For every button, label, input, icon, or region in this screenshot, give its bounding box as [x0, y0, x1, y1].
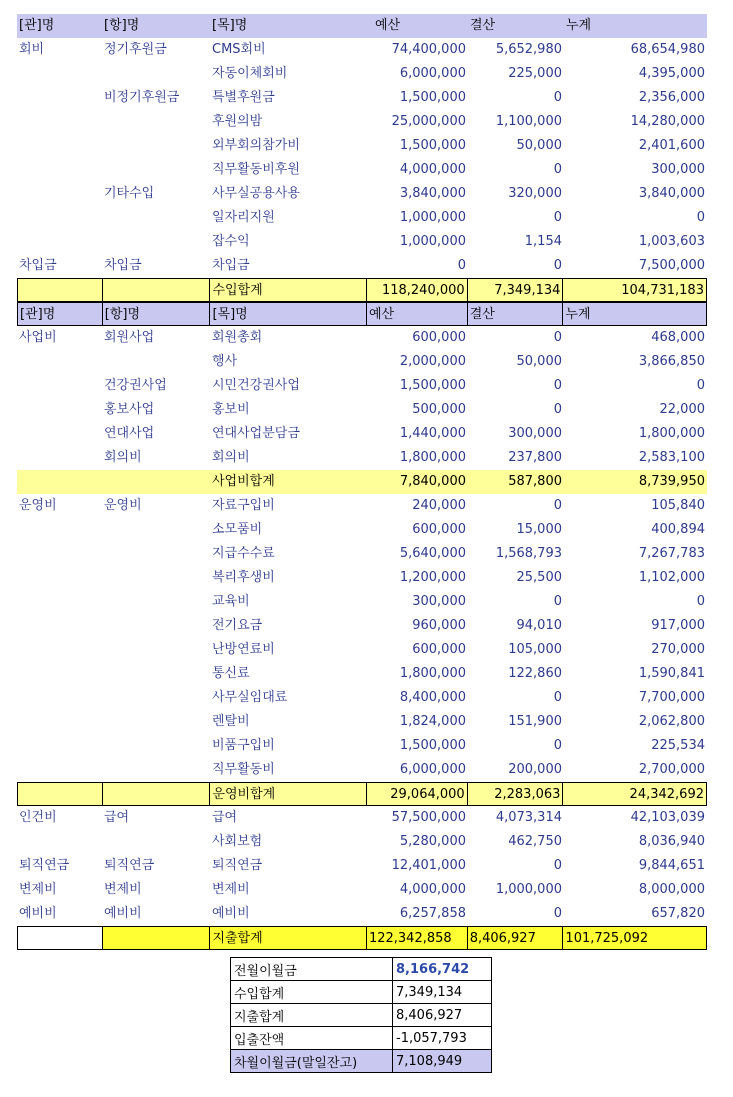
- hang-cell: [102, 62, 210, 86]
- mok-cell: 자동이체회비: [212, 66, 288, 81]
- settle-cell: 0: [553, 594, 562, 609]
- hang-cell: [102, 206, 210, 230]
- gwan-cell: [17, 446, 102, 470]
- settle-cell: 0: [553, 498, 562, 513]
- mok-cell: 차입금: [212, 258, 250, 273]
- operation-total-settle: 2,283,063: [468, 783, 564, 805]
- cumul-cell: 657,820: [651, 906, 705, 921]
- gwan-cell: [17, 86, 102, 110]
- budget-cell: 600,000: [412, 642, 466, 657]
- hang-cell: 변제비: [104, 882, 142, 897]
- cumul-cell: 8,036,940: [638, 834, 705, 849]
- cumul-cell: 42,103,039: [630, 810, 705, 825]
- budget-cell: 1,000,000: [399, 234, 466, 249]
- table-row: [17, 806, 707, 830]
- mok-cell: 직무활동비: [212, 762, 275, 777]
- table-row: [17, 830, 707, 854]
- cumul-cell: 4,395,000: [638, 66, 705, 81]
- hang-cell: [102, 134, 210, 158]
- mok-cell: 퇴직연금: [212, 858, 263, 873]
- hang-cell: [102, 518, 210, 542]
- hang-cell: [102, 686, 210, 710]
- table-row: [17, 422, 707, 446]
- other-expense-rows: [17, 806, 707, 926]
- cumul-cell: 3,840,000: [638, 186, 705, 201]
- hang-cell: 차입금: [104, 258, 142, 273]
- cumul-cell: 0: [696, 378, 705, 393]
- hang-cell: 건강권사업: [104, 378, 167, 393]
- cumul-cell: 0: [696, 210, 705, 225]
- mok-cell: 직무활동비후원: [212, 162, 300, 177]
- cumul-cell: 7,267,783: [638, 546, 705, 561]
- gwan-cell: [17, 518, 102, 542]
- hang-cell: 급여: [104, 810, 130, 825]
- budget-cell: 1,800,000: [399, 450, 466, 465]
- budget-cell: 57,500,000: [391, 810, 466, 825]
- table-row: [17, 62, 707, 86]
- mok-cell: 변제비: [212, 882, 250, 897]
- header-budget: 예산: [367, 303, 468, 325]
- gwan-cell: [17, 350, 102, 374]
- budget-cell: 1,500,000: [399, 90, 466, 105]
- cumul-cell: 105,840: [651, 498, 705, 513]
- budget-cell: 500,000: [412, 402, 466, 417]
- table-row: [17, 350, 707, 374]
- hang-cell: [102, 350, 210, 374]
- expense-total-settle: 8,406,927: [468, 927, 564, 949]
- gwan-cell: [17, 566, 102, 590]
- cumul-cell: 9,844,651: [638, 858, 705, 873]
- mok-cell: 예비비: [212, 906, 250, 921]
- summary-key: 지출합계: [231, 1004, 393, 1027]
- hang-cell: [102, 758, 210, 782]
- settle-cell: 122,860: [508, 666, 562, 681]
- summary-row: [231, 1027, 492, 1050]
- cumul-cell: 68,654,980: [630, 42, 705, 57]
- settle-cell: 0: [553, 690, 562, 705]
- budget-cell: 6,000,000: [399, 762, 466, 777]
- cumul-cell: 14,280,000: [630, 114, 705, 129]
- cumul-cell: 270,000: [651, 642, 705, 657]
- table-row: [17, 86, 707, 110]
- gwan-cell: [17, 182, 102, 206]
- income-total-cumul: 104,731,183: [563, 279, 706, 301]
- gwan-cell: [17, 374, 102, 398]
- cumul-cell: 8,000,000: [638, 882, 705, 897]
- settle-cell: 0: [553, 402, 562, 417]
- gwan-cell: [17, 110, 102, 134]
- settle-cell: 50,000: [516, 138, 562, 153]
- expense-total-cumul: 101,725,092: [563, 927, 706, 949]
- table-row: [17, 254, 707, 278]
- income-total-settle: 7,349,134: [468, 279, 564, 301]
- settle-cell: 25,500: [516, 570, 562, 585]
- cumul-cell: 1,800,000: [638, 426, 705, 441]
- settle-cell: 1,000,000: [495, 882, 562, 897]
- header-mok: [목]명: [210, 14, 367, 38]
- gwan-cell: [17, 590, 102, 614]
- income-total-row: [17, 278, 707, 302]
- header-mok: [목]명: [210, 303, 367, 325]
- cumul-cell: 2,700,000: [638, 762, 705, 777]
- budget-cell: 1,500,000: [399, 378, 466, 393]
- table-row: [17, 446, 707, 470]
- settle-cell: 4,073,314: [495, 810, 562, 825]
- table-row: [17, 230, 707, 254]
- balance-summary-table: [230, 957, 492, 1073]
- settle-cell: 225,000: [508, 66, 562, 81]
- summary-value: 7,349,134: [393, 981, 492, 1004]
- cumul-cell: 1,590,841: [638, 666, 705, 681]
- settle-cell: 1,100,000: [495, 114, 562, 129]
- budget-cell: 6,000,000: [399, 66, 466, 81]
- header-settle: 결산: [468, 14, 564, 38]
- cumul-cell: 7,500,000: [638, 258, 705, 273]
- business-total-label: 사업비합계: [210, 470, 367, 494]
- cumul-cell: 2,401,600: [638, 138, 705, 153]
- budget-cell: 74,400,000: [391, 42, 466, 57]
- settle-cell: 237,800: [508, 450, 562, 465]
- settle-cell: 300,000: [508, 426, 562, 441]
- mok-cell: 홍보비: [212, 402, 250, 417]
- budget-cell: 5,280,000: [399, 834, 466, 849]
- budget-cell: 300,000: [412, 594, 466, 609]
- hang-cell: 운영비: [104, 498, 142, 513]
- mok-cell: 일자리지원: [212, 210, 275, 225]
- mok-cell: 회의비: [212, 450, 250, 465]
- hang-cell: 기타수입: [104, 186, 155, 201]
- cumul-cell: 400,894: [651, 522, 705, 537]
- table-row: [17, 326, 707, 350]
- settle-cell: 462,750: [508, 834, 562, 849]
- gwan-cell: 운영비: [19, 498, 57, 513]
- hang-cell: [102, 230, 210, 254]
- business-total-settle: 587,800: [468, 470, 564, 494]
- table-row: [17, 398, 707, 422]
- expense-total-label: 지출합계: [210, 927, 367, 949]
- gwan-cell: [17, 134, 102, 158]
- gwan-cell: 퇴직연금: [19, 858, 70, 873]
- header-cumul: 누계: [563, 303, 706, 325]
- settle-cell: 0: [553, 258, 562, 273]
- budget-cell: 600,000: [412, 330, 466, 345]
- hang-cell: [102, 830, 210, 854]
- gwan-cell: [17, 230, 102, 254]
- expense-header-row: [17, 302, 707, 326]
- mok-cell: 전기요금: [212, 618, 263, 633]
- budget-cell: 0: [457, 258, 466, 273]
- header-budget: 예산: [367, 14, 468, 38]
- budget-cell: 25,000,000: [391, 114, 466, 129]
- table-row: [17, 734, 707, 758]
- cumul-cell: 300,000: [651, 162, 705, 177]
- budget-cell: 600,000: [412, 522, 466, 537]
- gwan-cell: [17, 734, 102, 758]
- budget-cell: 1,440,000: [399, 426, 466, 441]
- operation-total-row: [17, 782, 707, 806]
- mok-cell: 자료구입비: [212, 498, 275, 513]
- gwan-cell: [17, 422, 102, 446]
- table-row: [17, 518, 707, 542]
- table-row: [17, 182, 707, 206]
- gwan-cell: [17, 710, 102, 734]
- business-total-row: [17, 470, 707, 494]
- cumul-cell: 917,000: [651, 618, 705, 633]
- cumul-cell: 2,062,800: [638, 714, 705, 729]
- table-row: [17, 758, 707, 782]
- budget-cell: 1,200,000: [399, 570, 466, 585]
- cumul-cell: 1,003,603: [638, 234, 705, 249]
- hang-cell: 회의비: [104, 450, 142, 465]
- header-gwan: [관]명: [18, 303, 103, 325]
- gwan-cell: [17, 638, 102, 662]
- income-total-label: 수입합계: [210, 279, 367, 301]
- header-cumul: 누계: [564, 14, 707, 38]
- gwan-cell: 예비비: [19, 906, 57, 921]
- settle-cell: 0: [553, 378, 562, 393]
- hang-cell: 홍보사업: [104, 402, 155, 417]
- mok-cell: 연대사업분담금: [212, 426, 300, 441]
- table-row: [17, 878, 707, 902]
- hang-cell: [102, 158, 210, 182]
- operation-total-label: 운영비합계: [210, 783, 367, 805]
- table-row: [17, 566, 707, 590]
- gwan-cell: [17, 206, 102, 230]
- table-row: [17, 374, 707, 398]
- settle-cell: 0: [553, 858, 562, 873]
- budget-cell: 1,500,000: [399, 738, 466, 753]
- budget-cell: 4,000,000: [399, 162, 466, 177]
- mok-cell: 회원총회: [212, 330, 263, 345]
- gwan-cell: 사업비: [19, 330, 57, 345]
- gwan-cell: [17, 686, 102, 710]
- mok-cell: 사회보험: [212, 834, 263, 849]
- table-row: [17, 686, 707, 710]
- mok-cell: 행사: [212, 354, 238, 369]
- table-row: [17, 710, 707, 734]
- hang-cell: [102, 614, 210, 638]
- gwan-cell: [17, 662, 102, 686]
- gwan-cell: 인건비: [19, 810, 57, 825]
- hang-cell: [102, 662, 210, 686]
- gwan-cell: [17, 398, 102, 422]
- budget-cell: 2,000,000: [399, 354, 466, 369]
- income-section: [17, 14, 707, 950]
- cumul-cell: 1,102,000: [638, 570, 705, 585]
- mok-cell: 사무실공용사용: [212, 186, 300, 201]
- table-row: [17, 134, 707, 158]
- table-row: [17, 854, 707, 878]
- budget-cell: 1,000,000: [399, 210, 466, 225]
- mok-cell: CMS회비: [212, 42, 266, 57]
- gwan-cell: [17, 758, 102, 782]
- hang-cell: 퇴직연금: [104, 858, 155, 873]
- mok-cell: 난방연료비: [212, 642, 275, 657]
- budget-cell: 12,401,000: [391, 858, 466, 873]
- table-row: [17, 158, 707, 182]
- hang-cell: [102, 710, 210, 734]
- summary-row: [231, 1004, 492, 1027]
- gwan-cell: 차입금: [19, 258, 57, 273]
- gwan-cell: [17, 830, 102, 854]
- table-row: [17, 662, 707, 686]
- hang-cell: [102, 734, 210, 758]
- settle-cell: 15,000: [516, 522, 562, 537]
- summary-row: [231, 958, 492, 981]
- budget-cell: 8,400,000: [399, 690, 466, 705]
- hang-cell: [102, 590, 210, 614]
- business-expense-rows: [17, 326, 707, 470]
- settle-cell: 5,652,980: [495, 42, 562, 57]
- expense-total-row: [17, 926, 707, 950]
- gwan-cell: [17, 62, 102, 86]
- settle-cell: 1,154: [524, 234, 562, 249]
- mok-cell: 교육비: [212, 594, 250, 609]
- hang-cell: [102, 566, 210, 590]
- summary-value: 7,108,949: [393, 1050, 492, 1073]
- table-row: [17, 902, 707, 926]
- table-row: [17, 494, 707, 518]
- summary-key: 차월이월금(말일잔고): [231, 1050, 393, 1073]
- summary-key: 전월이월금: [231, 958, 393, 981]
- mok-cell: 후원의밤: [212, 114, 263, 129]
- cumul-cell: 7,700,000: [638, 690, 705, 705]
- settle-cell: 50,000: [516, 354, 562, 369]
- mok-cell: 사무실임대료: [212, 690, 288, 705]
- budget-cell: 1,800,000: [399, 666, 466, 681]
- settle-cell: 1,568,793: [495, 546, 562, 561]
- table-row: [17, 38, 707, 62]
- settle-cell: 0: [553, 162, 562, 177]
- table-row: [17, 542, 707, 566]
- gwan-cell: [17, 158, 102, 182]
- table-row: [17, 206, 707, 230]
- mok-cell: 잡수익: [212, 234, 250, 249]
- mok-cell: 지급수수료: [212, 546, 275, 561]
- summary-key: 수입합계: [231, 981, 393, 1004]
- cumul-cell: 2,583,100: [638, 450, 705, 465]
- header-hang: [항]명: [103, 303, 211, 325]
- mok-cell: 소모품비: [212, 522, 263, 537]
- mok-cell: 급여: [212, 810, 238, 825]
- header-hang: [항]명: [102, 14, 210, 38]
- gwan-cell: 회비: [19, 42, 45, 57]
- table-row: [17, 614, 707, 638]
- income-total-budget: 118,240,000: [367, 279, 468, 301]
- budget-cell: 960,000: [412, 618, 466, 633]
- gwan-cell: [17, 542, 102, 566]
- expense-total-budget: 122,342,858: [367, 927, 468, 949]
- operation-expense-rows: [17, 494, 707, 782]
- summary-row: [231, 1050, 492, 1073]
- budget-cell: 4,000,000: [399, 882, 466, 897]
- hang-cell: [102, 638, 210, 662]
- settle-cell: 200,000: [508, 762, 562, 777]
- summary-key: 입출잔액: [231, 1027, 393, 1050]
- hang-cell: [102, 110, 210, 134]
- settle-cell: 320,000: [508, 186, 562, 201]
- business-total-cumul: 8,739,950: [564, 470, 707, 494]
- hang-cell: 비정기후원금: [104, 90, 180, 105]
- gwan-cell: [17, 614, 102, 638]
- header-settle: 결산: [468, 303, 564, 325]
- settle-cell: 0: [553, 210, 562, 225]
- budget-cell: 6,257,858: [399, 906, 466, 921]
- cumul-cell: 22,000: [659, 402, 705, 417]
- hang-cell: [102, 542, 210, 566]
- hang-cell: 정기후원금: [104, 42, 167, 57]
- settle-cell: 151,900: [508, 714, 562, 729]
- mok-cell: 통신료: [212, 666, 250, 681]
- summary-value: 8,406,927: [393, 1004, 492, 1027]
- settle-cell: 105,000: [508, 642, 562, 657]
- cumul-cell: 2,356,000: [638, 90, 705, 105]
- hang-cell: 회원사업: [104, 330, 155, 345]
- cumul-cell: 468,000: [651, 330, 705, 345]
- mok-cell: 외부회의참가비: [212, 138, 300, 153]
- mok-cell: 특별후원금: [212, 90, 275, 105]
- budget-cell: 1,500,000: [399, 138, 466, 153]
- settle-cell: 0: [553, 330, 562, 345]
- operation-total-cumul: 24,342,692: [563, 783, 706, 805]
- cumul-cell: 225,534: [651, 738, 705, 753]
- mok-cell: 복리후생비: [212, 570, 275, 585]
- income-rows: [17, 38, 707, 278]
- mok-cell: 비품구입비: [212, 738, 275, 753]
- mok-cell: 렌탈비: [212, 714, 250, 729]
- table-row: [17, 110, 707, 134]
- mok-cell: 시민건강권사업: [212, 378, 300, 393]
- budget-cell: 240,000: [412, 498, 466, 513]
- table-row: [17, 590, 707, 614]
- income-header-row: [17, 14, 707, 38]
- summary-value: -1,057,793: [393, 1027, 492, 1050]
- budget-cell: 1,824,000: [399, 714, 466, 729]
- settle-cell: 0: [553, 90, 562, 105]
- business-total-budget: 7,840,000: [367, 470, 468, 494]
- cumul-cell: 0: [696, 594, 705, 609]
- cumul-cell: 3,866,850: [638, 354, 705, 369]
- settle-cell: 0: [553, 738, 562, 753]
- operation-total-budget: 29,064,000: [367, 783, 468, 805]
- settle-cell: 94,010: [516, 618, 562, 633]
- hang-cell: 연대사업: [104, 426, 155, 441]
- budget-cell: 5,640,000: [399, 546, 466, 561]
- header-gwan: [관]명: [17, 14, 102, 38]
- table-row: [17, 638, 707, 662]
- summary-value: 8,166,742: [393, 958, 492, 981]
- gwan-cell: 변제비: [19, 882, 57, 897]
- hang-cell: 예비비: [104, 906, 142, 921]
- budget-cell: 3,840,000: [399, 186, 466, 201]
- settle-cell: 0: [553, 906, 562, 921]
- summary-row: [231, 981, 492, 1004]
